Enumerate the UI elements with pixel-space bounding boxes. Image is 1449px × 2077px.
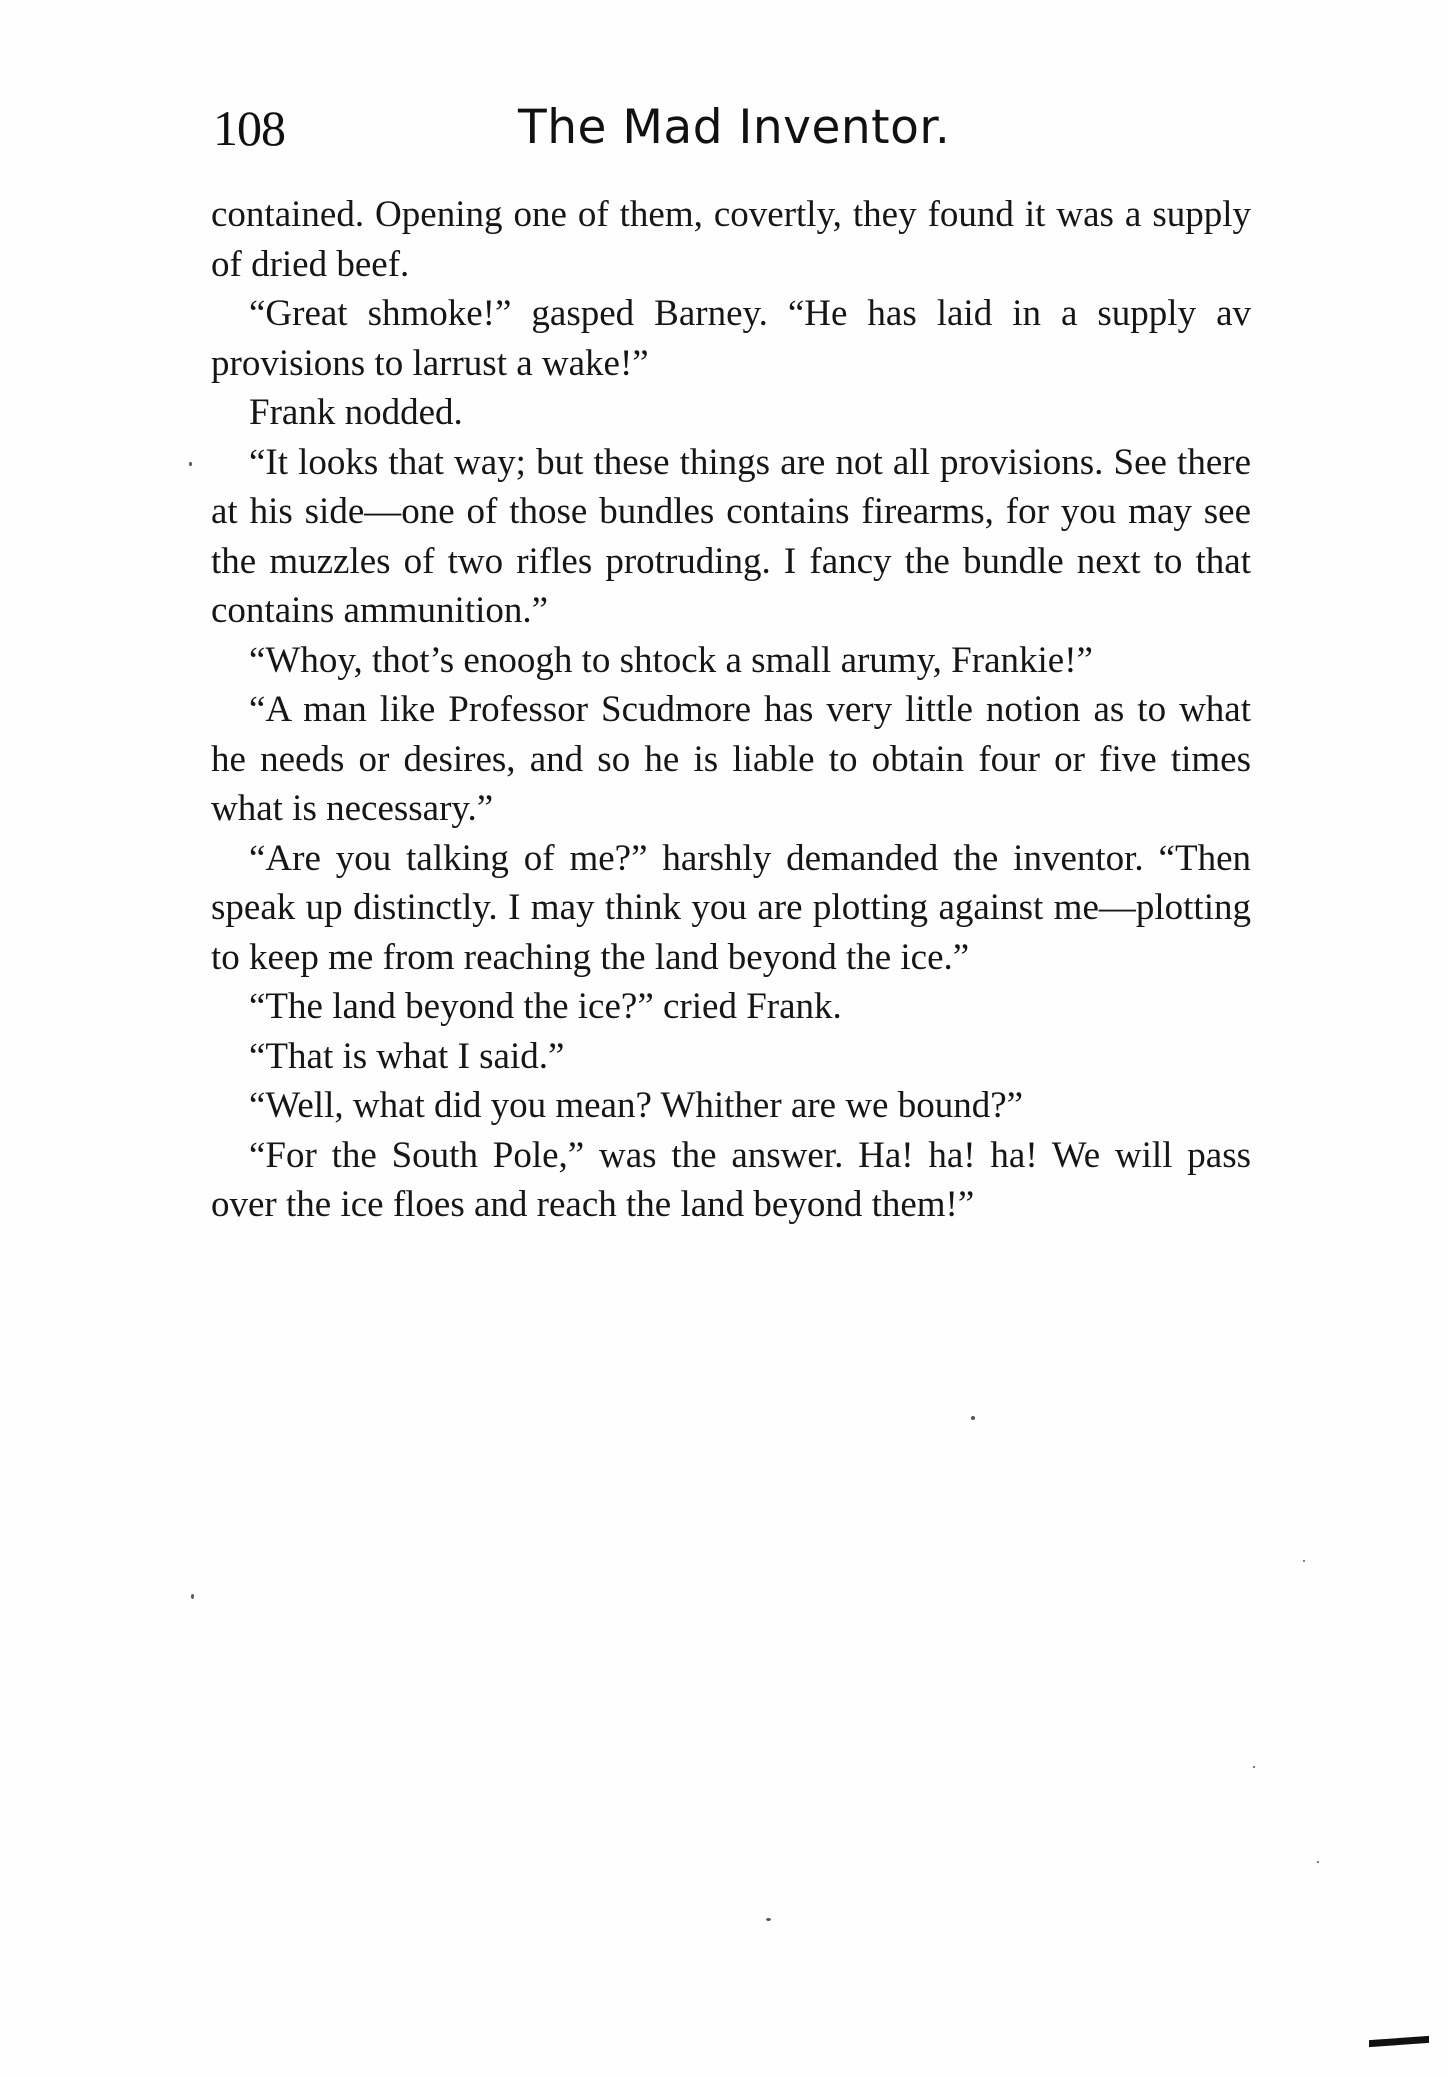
paragraph: “The land beyond the ice?” cried Frank. bbox=[249, 986, 842, 1027]
paragraph: “A man like Professor Scudmore has very little notion as to what he needs or desires, and so he is liable to obtain four or five times what is necessary.” bbox=[211, 689, 1251, 829]
page-number: 108 bbox=[213, 100, 285, 156]
scan-speck bbox=[971, 1416, 975, 1420]
scan-speck bbox=[1253, 1766, 1255, 1768]
paragraph: “It looks that way; but these things are not all provisions. See there at his side—one of those bundles contains firearms, for you may see the muzzles of two rifles protruding. I fancy the bundle next to that contains ammunition.” bbox=[211, 441, 1251, 631]
scan-speck bbox=[191, 1594, 194, 1599]
paragraph: “For the South Pole,” was the answer. Ha! ha! ha! We will pass over the ice floes and reach the land beyond them!” bbox=[211, 1134, 1251, 1225]
scan-speck bbox=[1303, 1560, 1305, 1562]
paragraph: “Well, what did you mean? Whither are we bound?” bbox=[249, 1085, 1024, 1126]
paragraph: “Whoy, thot’s enoogh to shtock a small arumy, Frankie!” bbox=[249, 639, 1093, 681]
scan-speck bbox=[189, 462, 192, 466]
paragraph: Frank nodded. bbox=[249, 392, 463, 433]
body-text bbox=[211, 190, 1251, 1230]
paragraph: “That is what I said.” bbox=[249, 1035, 565, 1077]
paragraph: “Are you talking of me?” harshly demanded the inventor. “Then speak up distinctly. I may think you are plotting against me—plotting to keep me from reaching the land beyond the ice.” bbox=[211, 837, 1251, 978]
paragraph: contained. Opening one of them, covertly, they found it was a supply of dried beef. bbox=[211, 194, 1251, 285]
running-head: The Mad Inventor. bbox=[518, 100, 951, 155]
page-header bbox=[213, 98, 1248, 168]
scan-edge-mark bbox=[1369, 2036, 1429, 2047]
scan-speck bbox=[1317, 1861, 1319, 1863]
paragraph: “Great shmoke!” gasped Barney. “He has laid in a supply av provisions to larrust a wake!” bbox=[211, 293, 1251, 384]
scan-speck bbox=[766, 1918, 771, 1921]
